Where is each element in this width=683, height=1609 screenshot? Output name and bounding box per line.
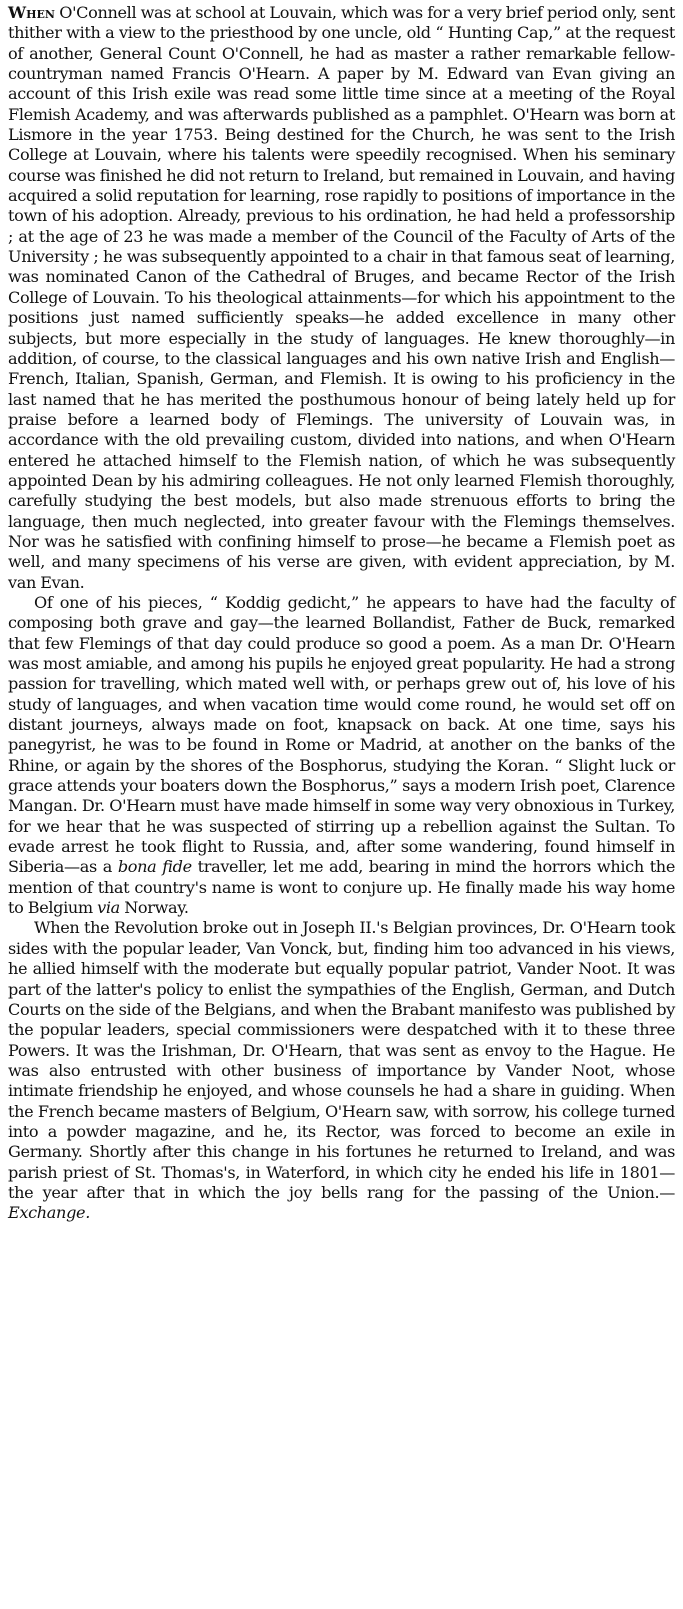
paragraph-3	[8, 918, 675, 1223]
source-attribution: Exchange.	[8, 1203, 90, 1223]
paragraph-3-text: When the Revolution broke out in Joseph II.'s Belgian provinces, Dr. O'Hearn took sides with the popular leader, Van Vonck, but, finding him too advanced in his views, he allied himself with the moderate but equally popular patriot, Vander Noot. It was part of the latter's policy to enlist the sympathies of the English, German, and Dutch Courts on the side of the Belgians, and when the Brabant manifesto was published by the popular leaders, special commissioners were despatched with it to these three Powers. It was the Irishman, Dr. O'Hearn, that was sent as envoy to the Hague. He was also entrusted with other business of importance by Vander Noot, whose intimate friendship he enjoyed, and whose counsels he had a share in guiding. When the French became masters of Belgium, O'Hearn saw, with sorrow, his college turned into a powder magazine, and he, its Rector, was forced to become an exile in Germany. Shortly after this change in his fortunes he returned to Ireland, and was parish priest of St. Thomas's, in Waterford, in which city he ended his life in 1801—the year after that in which the joy bells rang for the passing of the Union.—	[8, 918, 675, 1202]
paragraph-1	[8, 3, 675, 593]
paragraph-2	[8, 593, 675, 919]
paragraph-2-italic-via: via	[97, 898, 120, 918]
paragraph-2-text-end: Norway.	[119, 898, 189, 918]
paragraph-2-text: Of one of his pieces, “ Koddig gedicht,” he appears to have had the faculty of composing both grave and gay—the learned Bollandist, Father de Buck, remarked that few Flemings of that day could produce so good a poem. As a man Dr. O'Hearn was most amiable, and among his pupils he enjoyed great popularity. He had a strong passion for travelling, which mated well with, or perhaps grew out of, his love of his study of languages, and when vacation time would come round, he would set off on distant journeys, always made on foot, knapsack on back. At one time, says his panegyrist, he was to be found in Rome or Madrid, at another on the banks of the Rhine, or again by the shores of the Bosphorus, studying the Koran. “ Slight luck or grace attends your boaters down the Bosphorus,” says a modern Irish poet, Clarence Mangan. Dr. O'Hearn must have made himself in some way very obnoxious in Turkey, for we hear that he was suspected of stirring up a rebellion against the Sultan. To evade arrest he took flight to Russia, and, after some wandering, found himself in Siberia—as a	[8, 592, 675, 877]
paragraph-1-text: O'Connell was at school at Louvain, which was for a very brief period only, sent thither with a view to the priesthood by one uncle, old “ Hunting Cap,” at the request of another, General Count O'Connell, he had as master a rather remarkable fellow-countryman named Francis O'Hearn. A paper by M. Edward van Evan giving an account of this Irish exile was read some little time since at a meeting of the Royal Flemish Academy, and was afterwards published as a pamphlet. O'Hearn was born at Lismore in the year 1753. Being destined for the Church, he was sent to the Irish College at Louvain, where his talents were speedily recognised. When his seminary course was finished he did not return to Ireland, but remained in Louvain, and having acquired a solid reputation for learning, rose rapidly to positions of importance in the town of his adoption. Already, previous to his ordination, he had held a professorship ; at the age of 23 he was made a member of the Council of the Faculty of Arts of the University ; he was subsequently appointed to a chair in that famous seat of learning, was nominated Canon of the Cathedral of Bruges, and became Rector of the Irish College of Louvain. To his theological attainments—for which his appointment to the positions just named sufficiently speaks—he added excellence in many other subjects, but more especially in the study of languages. He knew thoroughly—in addition, of course, to the classical languages and his own native Irish and English—French, Italian, Spanish, German, and Flemish. It is owing to his proficiency in the last named that he has merited the posthumous honour of being lately held up for praise before a learned body of Flemings. The university of Louvain was, in accordance with the old prevailing custom, divided into nations, and when O'Hearn entered he attached himself to the Flemish nation, of which he was subsequently appointed Dean by his admiring colleagues. He not only learned Flemish thoroughly, carefully studying the best models, but also made strenuous efforts to bring the language, then much neglected, into greater favour with the Flemings themselves. Nor was he satisfied with confining himself to prose—he became a Flemish poet as well, and many specimens of his verse are given, with evident appreciation, by M. van Evan.	[8, 3, 675, 592]
lead-word: When	[8, 3, 55, 22]
paragraph-2-text-cont: traveller, let me add, bearing in mind the horrors which the mention of that country's name is wont to conjure up. He finally made his way home to Belgium	[8, 857, 675, 918]
paragraph-2-italic-bona-fide: bona fide	[117, 857, 192, 877]
